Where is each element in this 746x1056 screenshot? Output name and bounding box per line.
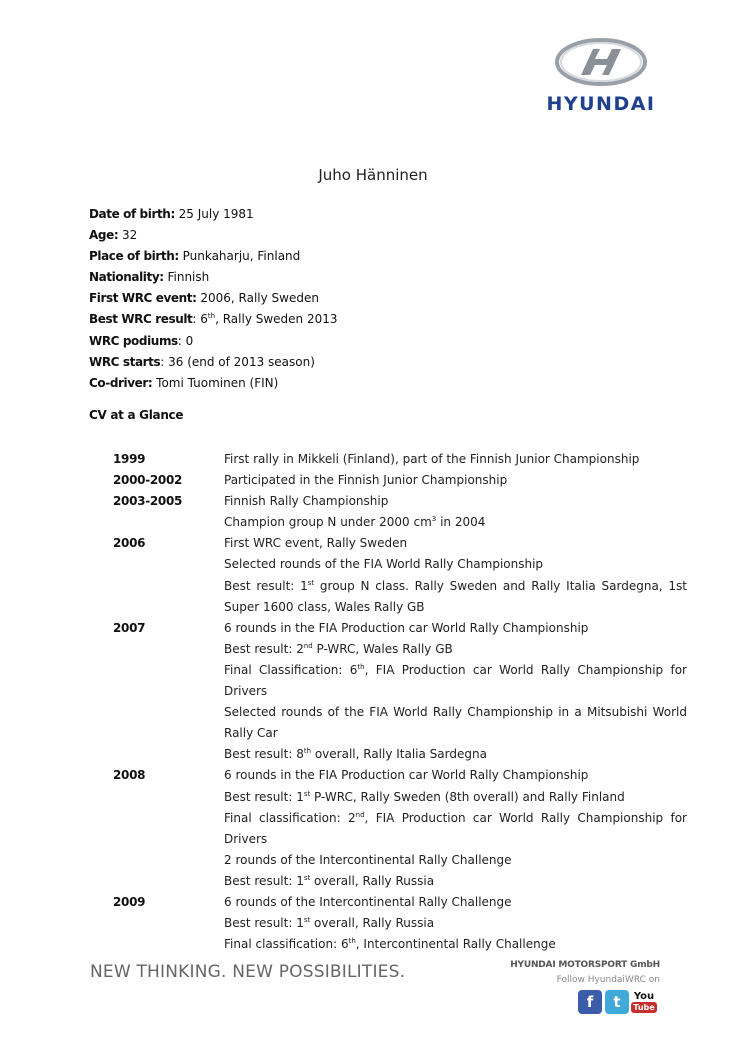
cv-line bbox=[224, 576, 687, 618]
fact-label: WRC starts bbox=[89, 354, 161, 369]
cv-line-rest: overall, Rally Italia Sardegna bbox=[311, 747, 487, 762]
cv-line-superscript: th bbox=[303, 747, 312, 756]
fact-row bbox=[89, 352, 338, 373]
fact-value: 2006, Rally Sweden bbox=[196, 291, 319, 306]
cv-line bbox=[224, 808, 687, 850]
cv-year: 2006 bbox=[113, 536, 146, 551]
cv-line-superscript: th bbox=[348, 937, 356, 946]
cv-timeline bbox=[113, 449, 687, 955]
cv-line bbox=[224, 533, 687, 554]
facebook-icon[interactable] bbox=[578, 990, 602, 1014]
cv-line bbox=[224, 449, 687, 470]
twitter-glyph: t bbox=[613, 993, 621, 1011]
cv-line-text: 6 rounds in the FIA Production car World Rally Championship bbox=[224, 620, 589, 635]
follow-text: Follow HyundaiWRC on bbox=[556, 975, 660, 985]
cv-line-rest: overall, Rally Russia bbox=[310, 873, 435, 888]
cv-line-superscript: st bbox=[303, 789, 311, 798]
fact-row bbox=[89, 225, 338, 246]
fact-superscript: th bbox=[207, 312, 216, 321]
cv-line bbox=[224, 934, 687, 955]
fact-row bbox=[89, 267, 338, 288]
cv-line-rest: , FIA Production car World Rally Championship for Drivers bbox=[224, 810, 687, 846]
cv-line-text: Best result: 2 bbox=[224, 641, 304, 656]
cv-line-rest: P-WRC, Rally Sweden (8th overall) and Rally Finland bbox=[310, 789, 625, 804]
cv-entry bbox=[113, 491, 687, 533]
cv-line bbox=[224, 639, 687, 660]
cv-line-superscript: th bbox=[357, 662, 365, 671]
cv-line bbox=[224, 892, 687, 913]
cv-line-rest: group N class. Rally Sweden and Rally Italia Sardegna, 1st Super 1600 class, Wales Rally GB bbox=[224, 578, 688, 614]
driver-facts bbox=[89, 204, 338, 394]
cv-line-text: 2 rounds of the Intercontinental Rally Challenge bbox=[224, 852, 512, 867]
fact-value: 32 bbox=[118, 228, 138, 243]
cv-line bbox=[224, 744, 687, 765]
cv-year: 2003-2005 bbox=[113, 494, 183, 509]
cv-year: 2007 bbox=[113, 620, 146, 635]
cv-line-text: Best result: 1 bbox=[224, 916, 304, 931]
cv-line bbox=[224, 850, 687, 871]
cv-line-superscript: 3 bbox=[431, 515, 437, 524]
cv-line-superscript: st bbox=[303, 873, 311, 882]
cv-line-text: Finnish Rally Championship bbox=[224, 494, 389, 509]
fact-row bbox=[89, 309, 338, 330]
cv-line bbox=[224, 491, 687, 512]
social-links bbox=[578, 990, 656, 1014]
cv-line-rest: , Intercontinental Rally Challenge bbox=[355, 937, 556, 952]
fact-value: : 6 bbox=[192, 312, 208, 327]
youtube-bottom: Tube bbox=[633, 1002, 655, 1012]
fact-label: Co-driver: bbox=[89, 375, 153, 390]
cv-line-text: First rally in Mikkeli (Finland), part of the Finnish Junior Championship bbox=[224, 452, 640, 466]
brand-wordmark: HYUNDAI bbox=[546, 93, 656, 115]
facebook-glyph: f bbox=[586, 993, 594, 1011]
cv-year: 2000-2002 bbox=[113, 473, 183, 488]
cv-entry bbox=[113, 470, 687, 491]
cv-line-text: Final classification: 6 bbox=[224, 937, 349, 952]
cv-entry bbox=[113, 765, 687, 892]
cv-lines bbox=[224, 765, 687, 892]
cv-line-rest: , FIA Production car World Rally Championship for Drivers bbox=[224, 662, 687, 699]
fact-value: Punkaharju, Finland bbox=[178, 249, 301, 264]
cv-line-superscript: nd bbox=[355, 810, 365, 819]
cv-lines bbox=[224, 491, 687, 533]
cv-line-text: Selected rounds of the FIA World Rally Championship bbox=[224, 557, 544, 572]
cv-line-text: Best result: 1 bbox=[224, 578, 308, 593]
fact-value: : 0 bbox=[177, 333, 194, 348]
cv-line-text: Best result: 8 bbox=[224, 747, 304, 762]
cv-line-text: Participated in the Finnish Junior Championship bbox=[224, 473, 508, 488]
slogan: NEW THINKING. NEW POSSIBILITIES. bbox=[90, 962, 406, 982]
cv-line-rest: in 2004 bbox=[436, 515, 486, 530]
cv-line bbox=[224, 512, 687, 533]
cv-line-superscript: st bbox=[303, 916, 311, 925]
cv-lines bbox=[224, 618, 687, 766]
cv-lines bbox=[224, 533, 687, 617]
fact-row bbox=[89, 373, 338, 394]
cv-entry bbox=[113, 892, 687, 955]
hyundai-logo bbox=[545, 37, 657, 115]
cv-entry bbox=[113, 449, 687, 470]
cv-line-rest: P-WRC, Wales Rally GB bbox=[312, 641, 453, 656]
fact-label: First WRC event: bbox=[89, 291, 197, 306]
fact-value-rest: , Rally Sweden 2013 bbox=[215, 312, 338, 327]
hyundai-emblem-icon bbox=[555, 37, 647, 87]
cv-line bbox=[224, 660, 687, 702]
cv-line bbox=[224, 470, 687, 491]
section-title: CV at a Glance bbox=[89, 408, 184, 422]
cv-line bbox=[224, 554, 687, 575]
fact-label: Nationality: bbox=[89, 270, 164, 285]
twitter-icon[interactable] bbox=[605, 990, 629, 1014]
youtube-icon[interactable] bbox=[632, 990, 656, 1014]
fact-row bbox=[89, 204, 338, 225]
fact-value: 25 July 1981 bbox=[174, 207, 254, 221]
cv-line-text: Selected rounds of the FIA World Rally Championship in a Mitsubishi World Rally Car bbox=[224, 705, 687, 741]
cv-line bbox=[224, 765, 687, 786]
fact-value: Finnish bbox=[163, 270, 210, 285]
fact-row bbox=[89, 288, 338, 309]
fact-label: Place of birth: bbox=[89, 249, 179, 264]
fact-value: Tomi Tuominen (FIN) bbox=[152, 375, 279, 390]
cv-line bbox=[224, 702, 687, 744]
fact-label: Date of birth: bbox=[89, 207, 175, 221]
cv-line-text: 6 rounds of the Intercontinental Rally Challenge bbox=[224, 894, 512, 909]
cv-line-superscript: st bbox=[307, 578, 315, 587]
cv-line-text: Final Classification: 6 bbox=[224, 662, 358, 677]
cv-year: 2008 bbox=[113, 768, 146, 783]
cv-line bbox=[224, 913, 687, 934]
cv-entry bbox=[113, 618, 687, 766]
fact-label: Age: bbox=[89, 228, 119, 243]
page-title: Juho Hänninen bbox=[318, 166, 428, 184]
fact-label: WRC podiums bbox=[89, 333, 178, 348]
cv-year: 1999 bbox=[113, 452, 146, 466]
fact-row bbox=[89, 246, 338, 267]
cv-line-text: 6 rounds in the FIA Production car World Rally Championship bbox=[224, 768, 589, 783]
cv-line-rest: overall, Rally Russia bbox=[310, 916, 435, 931]
cv-line-text: Best result: 1 bbox=[224, 873, 304, 888]
fact-row bbox=[89, 331, 338, 352]
fact-value: : 36 (end of 2013 season) bbox=[160, 354, 315, 369]
cv-line bbox=[224, 618, 687, 639]
youtube-top: You bbox=[633, 990, 655, 1002]
cv-year: 2009 bbox=[113, 894, 146, 909]
cv-line-text: Champion group N under 2000 cm bbox=[224, 515, 432, 530]
cv-lines bbox=[224, 449, 687, 470]
cv-line bbox=[224, 871, 687, 892]
cv-line-text: Final classification: 2 bbox=[224, 810, 356, 825]
company-name: HYUNDAI MOTORSPORT GmbH bbox=[510, 960, 660, 970]
cv-line-text: First WRC event, Rally Sweden bbox=[224, 536, 408, 551]
cv-line-superscript: nd bbox=[303, 641, 313, 650]
cv-line-text: Best result: 1 bbox=[224, 789, 304, 804]
cv-entry bbox=[113, 533, 687, 617]
cv-lines bbox=[224, 892, 687, 955]
cv-line bbox=[224, 787, 687, 808]
fact-label: Best WRC result bbox=[89, 312, 193, 327]
cv-lines bbox=[224, 470, 687, 491]
